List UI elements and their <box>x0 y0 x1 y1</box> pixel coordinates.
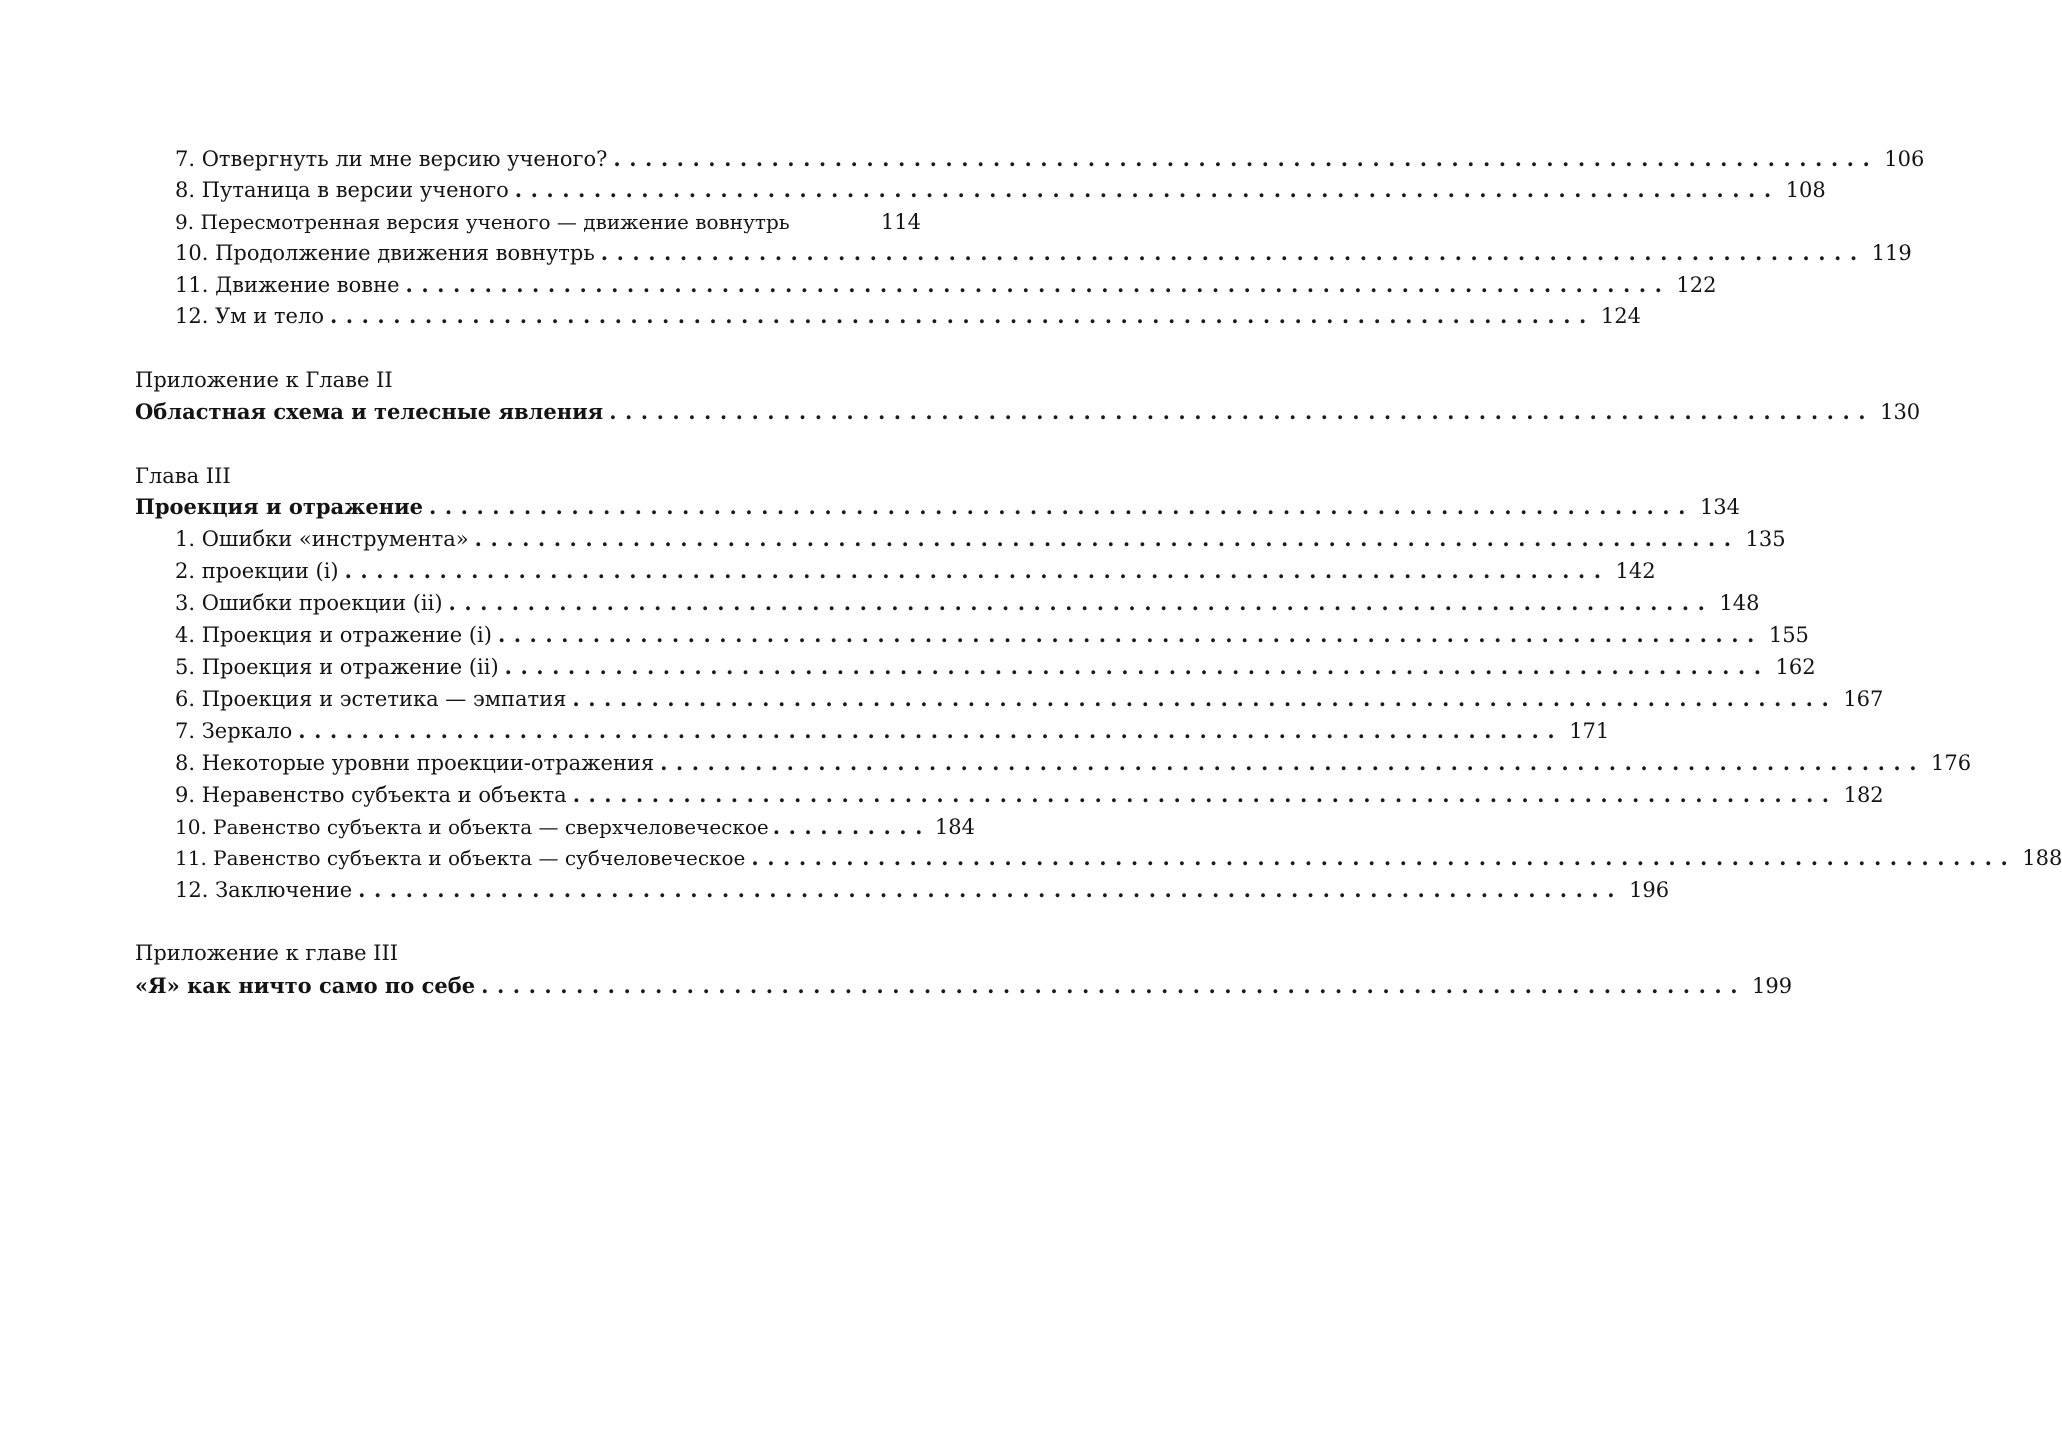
toc-entry-label: 4. Проекция и отражение (i) <box>175 623 492 647</box>
dot-leader: ................................................................................ <box>572 782 1838 807</box>
dot-leader: ................................................................................ <box>514 177 1780 202</box>
dot-leader: .......... <box>772 814 931 839</box>
toc-entry-page: 130 <box>1880 400 1921 424</box>
appendix3-heading: Приложение к главе III <box>135 941 399 965</box>
dot-leader: ................................................................................ <box>600 240 1866 265</box>
toc-entry-page: 188 <box>2022 846 2062 870</box>
appendix2-heading: Приложение к Главе II <box>135 368 393 392</box>
toc-entry-page: 108 <box>1785 178 1826 202</box>
toc-entry-ch3-1 <box>175 522 1786 552</box>
toc-entry-page: 171 <box>1569 719 1610 743</box>
toc-entry-label: 10. Равенство субъекта и объекта — сверхчеловеческое <box>175 815 769 839</box>
toc-entry-label: 8. Путаница в версии ученого <box>175 178 509 202</box>
toc-entry-ch2-7 <box>175 142 1925 172</box>
dot-leader: ................................................................................ <box>660 750 1926 775</box>
toc-entry-chapter3 <box>135 490 1741 520</box>
toc-entry-ch3-8 <box>175 746 1972 776</box>
toc-entry-label: 7. Зеркало <box>175 719 293 743</box>
toc-entry-ch3-11 <box>175 841 2062 871</box>
toc-entry-page: 135 <box>1745 527 1786 551</box>
toc-entry-page: 148 <box>1719 591 1760 615</box>
toc-entry-ch3-5 <box>175 650 1816 680</box>
toc-entry-ch2-10 <box>175 236 1912 266</box>
toc-entry-page: 106 <box>1884 147 1925 171</box>
toc-entry-label: 1. Ошибки «инструмента» <box>175 527 469 551</box>
dot-leader: ................................................................................ <box>481 973 1747 998</box>
toc-entry-page: 134 <box>1699 495 1741 519</box>
toc-entry-label: 9. Пересмотренная версия ученого — движение вовнутрь <box>175 210 790 234</box>
dot-leader: ................................................................................ <box>572 686 1838 711</box>
toc-entry-label: 10. Продолжение движения вовнутрь <box>175 241 595 265</box>
toc-entry-label: «Я» как ничто само по себе <box>135 973 476 998</box>
toc-entry-label: 5. Проекция и отражение (ii) <box>175 655 499 679</box>
toc-entry-ch3-9 <box>175 778 1884 808</box>
toc-entry-ch2-11 <box>175 268 1717 298</box>
toc-entry-ch3-2 <box>175 554 1656 584</box>
toc-entry-label: Областная схема и телесные явления <box>135 399 604 424</box>
toc-entry-label: 12. Ум и тело <box>175 304 324 328</box>
dot-leader: ................................................................................ <box>405 272 1671 297</box>
toc-entry-ch3-4 <box>175 618 1809 648</box>
toc-entry-page: 184 <box>934 815 975 839</box>
dot-leader: ................................................................................ <box>344 558 1610 583</box>
toc-entry-page: 124 <box>1600 304 1641 328</box>
toc-entry-page: 114 <box>880 210 921 234</box>
dot-leader: ................................................................................ <box>497 622 1763 647</box>
toc-entry-label: 9. Неравенство субъекта и объекта <box>175 783 567 807</box>
toc-entry-page: 167 <box>1843 687 1884 711</box>
dot-leader: ................................................................................ <box>329 303 1595 328</box>
toc-entry-label: 2. проекции (i) <box>175 559 339 583</box>
toc-entry-appendix2 <box>135 395 1921 425</box>
dot-leader: ................................................................................ <box>448 590 1714 615</box>
toc-entry-page: 196 <box>1629 878 1670 902</box>
toc-entry-appendix3 <box>135 969 1793 999</box>
toc-entry-label: 6. Проекция и эстетика — эмпатия <box>175 687 567 711</box>
dot-leader: ................................................................................ <box>429 494 1694 519</box>
toc-entry-ch2-8 <box>175 173 1826 203</box>
toc-entry-label: 8. Некоторые уровни проекции-отражения <box>175 751 655 775</box>
dot-leader: ................................................................................ <box>298 718 1564 743</box>
dot-leader: ................................................................................ <box>751 845 2017 870</box>
toc-entry-ch2-12 <box>175 299 1641 329</box>
toc-entry-page: 122 <box>1676 273 1717 297</box>
toc-entry-page: 182 <box>1843 783 1884 807</box>
toc-entry-page: 176 <box>1931 751 1972 775</box>
dot-leader: ................................................................................ <box>474 526 1740 551</box>
toc-entry-label: Проекция и отражение <box>135 494 424 519</box>
toc-entry-ch3-6 <box>175 682 1884 712</box>
toc-entry-ch3-3 <box>175 586 1760 616</box>
toc-entry-ch3-10 <box>175 810 975 840</box>
toc-entry-label: 3. Ошибки проекции (ii) <box>175 591 443 615</box>
toc-entry-label: 7. Отвергнуть ли мне версию ученого? <box>175 147 608 171</box>
toc-entry-ch3-7 <box>175 714 1610 744</box>
toc-entry-ch3-12 <box>175 873 1670 903</box>
dot-leader: ................................................................................ <box>358 877 1624 902</box>
toc-entry-label: 12. Заключение <box>175 878 353 902</box>
toc-entry-page: 142 <box>1615 559 1656 583</box>
toc-entry-page: 199 <box>1752 974 1793 998</box>
dot-leader: ................................................................................ <box>609 399 1875 424</box>
toc-entry-ch2-9 <box>175 205 921 235</box>
toc-entry-label: 11. Движение вовне <box>175 273 400 297</box>
toc-entry-page: 162 <box>1775 655 1816 679</box>
toc-entry-page: 155 <box>1768 623 1809 647</box>
dot-leader: ................................................................................ <box>504 654 1770 679</box>
toc-entry-label: 11. Равенство субъекта и объекта — субчеловеческое <box>175 846 746 870</box>
toc-entry-page: 119 <box>1871 241 1912 265</box>
chapter3-heading: Глава III <box>135 464 231 488</box>
dot-leader: ................................................................................ <box>613 146 1879 171</box>
